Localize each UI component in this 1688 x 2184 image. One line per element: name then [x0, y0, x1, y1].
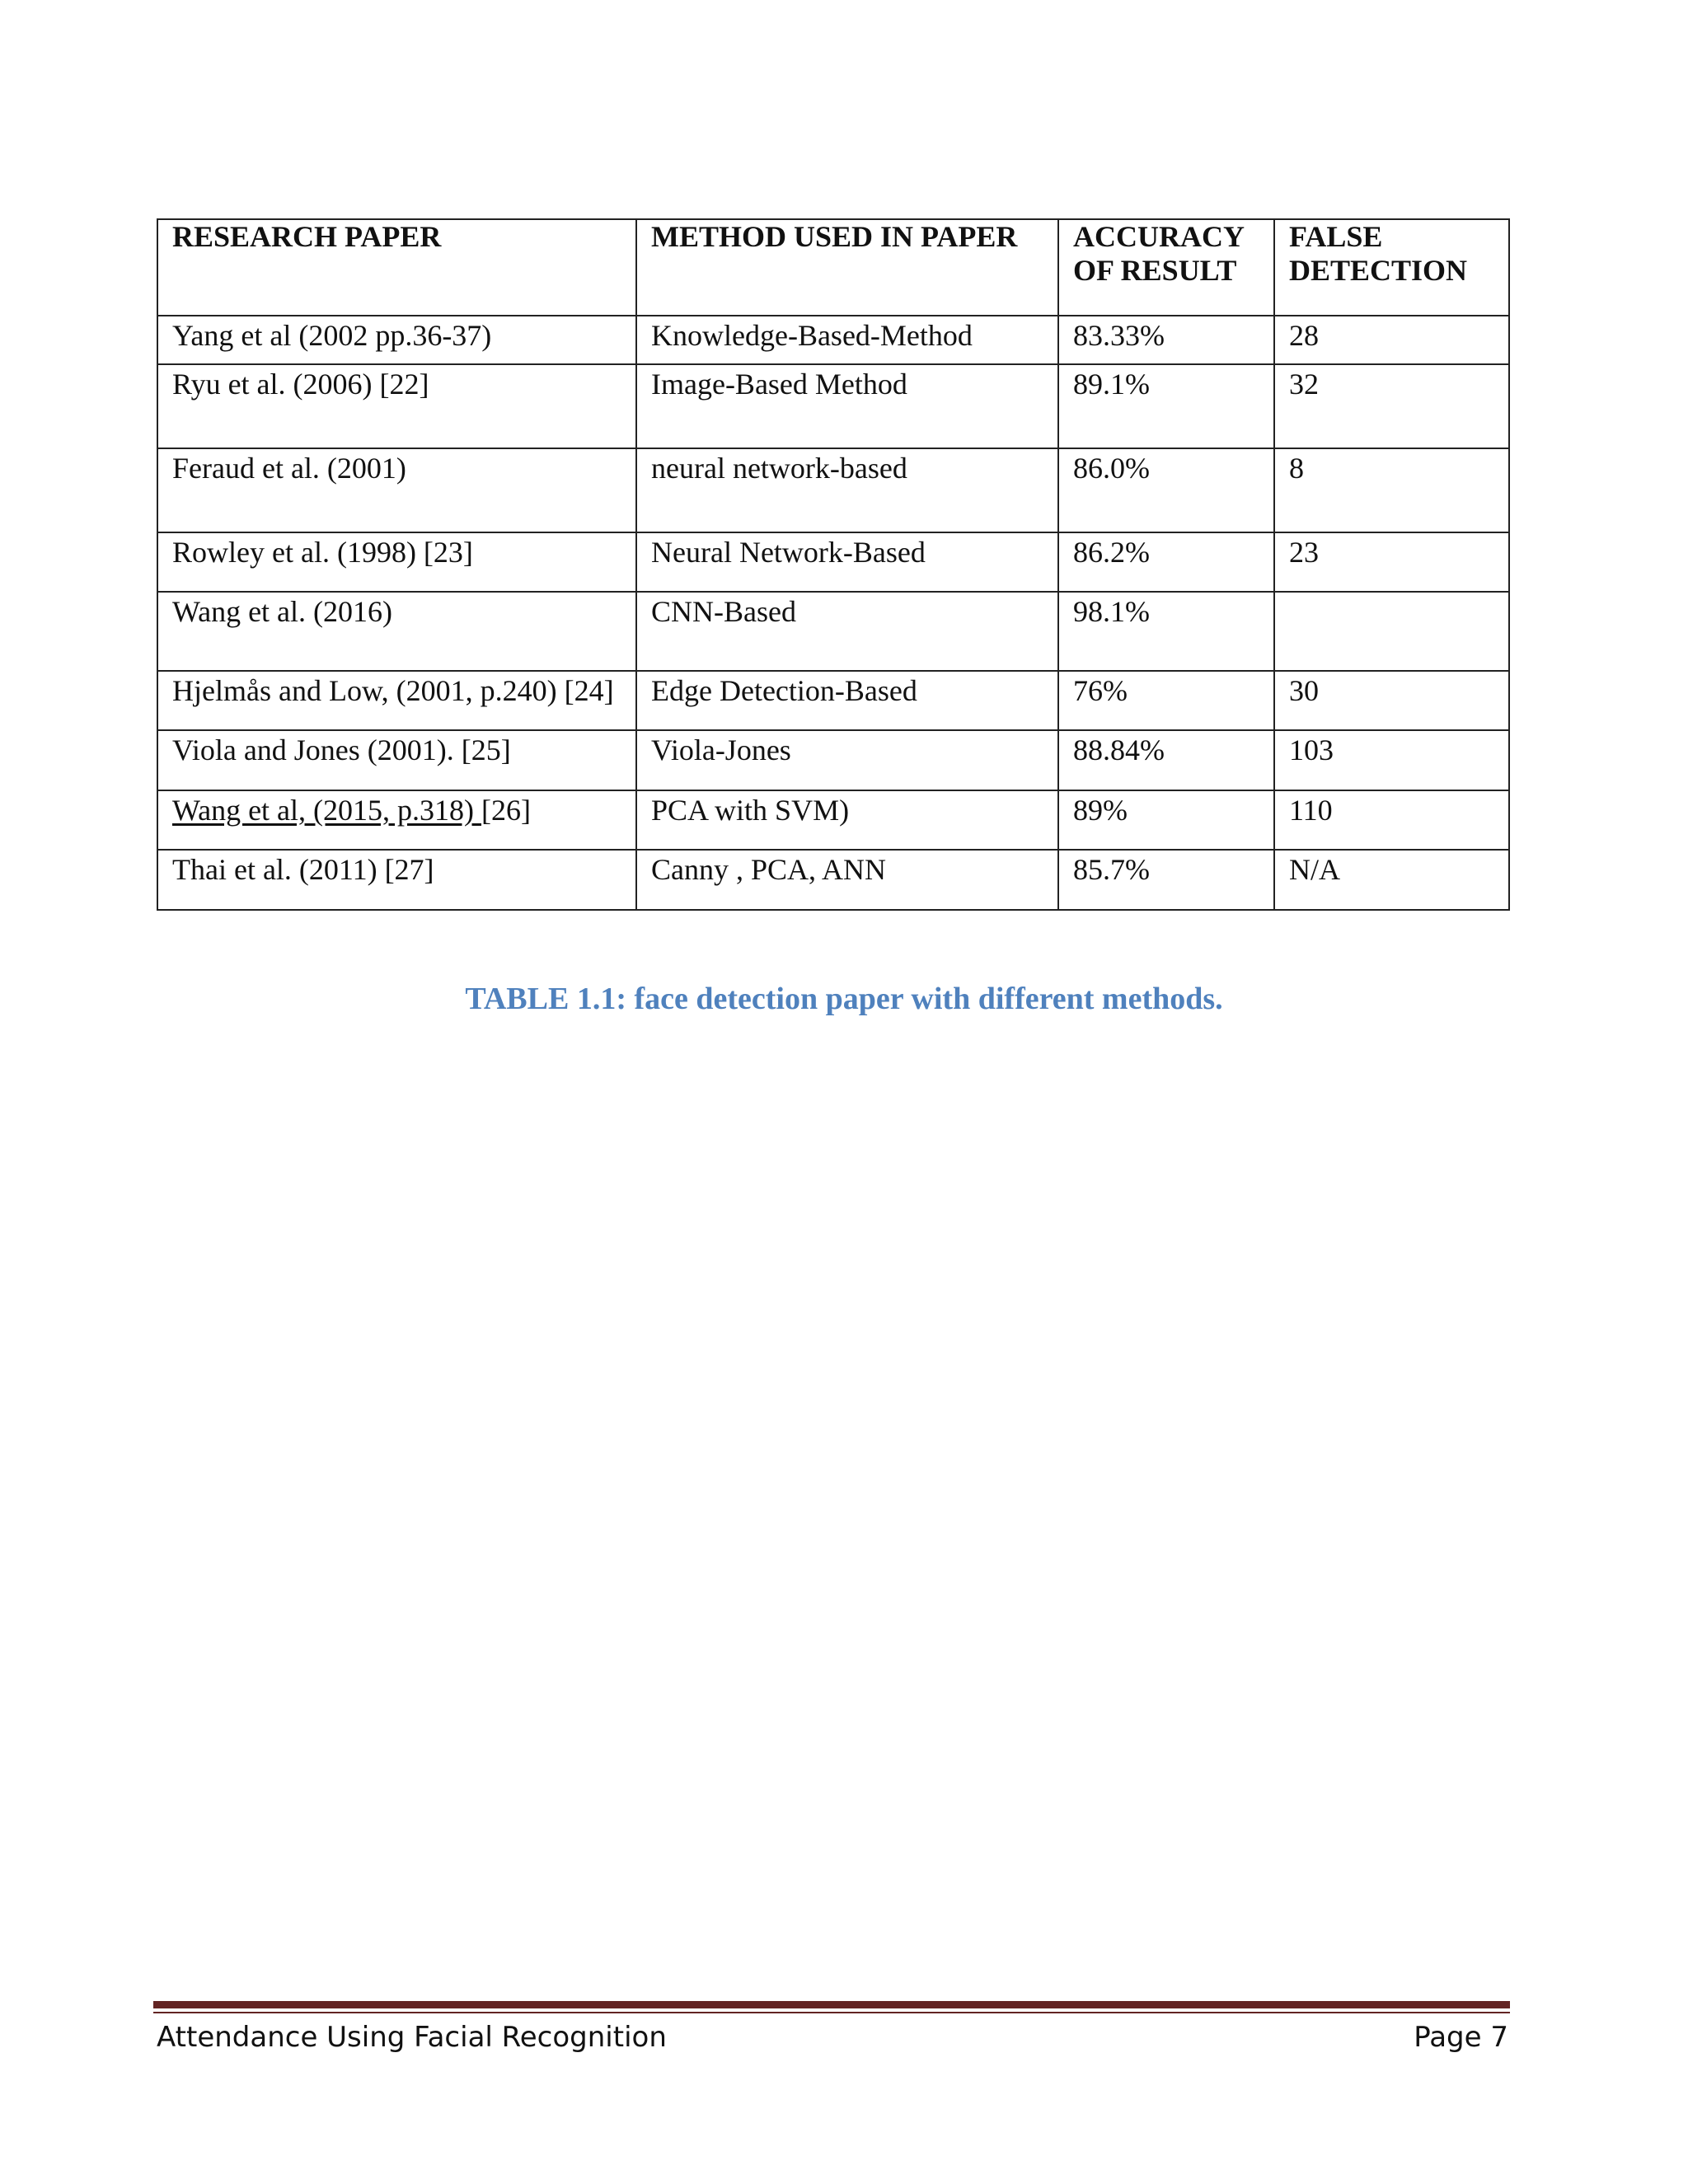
cell-paper: Hjelmås and Low, (2001, p.240) [24] [157, 671, 636, 730]
cell-method: PCA with SVM) [636, 790, 1058, 850]
cell-false-detection: 32 [1274, 364, 1509, 448]
cell-paper: Wang et al. (2016) [157, 592, 636, 671]
cell-method: Edge Detection-Based [636, 671, 1058, 730]
cell-false-detection: 23 [1274, 532, 1509, 592]
cell-paper-underlined: Wang et al, (2015, p.318) [172, 794, 482, 827]
cell-paper: Feraud et al. (2001) [157, 448, 636, 532]
table-row [157, 532, 1509, 592]
table-header-row [157, 219, 1509, 316]
cell-accuracy: 89.1% [1058, 364, 1274, 448]
table-row [157, 730, 1509, 790]
header-method: METHOD USED IN PAPER [636, 219, 1058, 316]
table-row [157, 364, 1509, 448]
cell-method: neural network-based [636, 448, 1058, 532]
cell-paper: Viola and Jones (2001). [25] [157, 730, 636, 790]
cell-method: CNN-Based [636, 592, 1058, 671]
footer-rule [153, 2001, 1510, 2008]
header-research-paper: RESEARCH PAPER [157, 219, 636, 316]
cell-paper-ref: [26] [481, 794, 531, 827]
table-row [157, 316, 1509, 364]
cell-false-detection: 30 [1274, 671, 1509, 730]
table-row [157, 448, 1509, 532]
cell-accuracy: 88.84% [1058, 730, 1274, 790]
cell-false-detection: 110 [1274, 790, 1509, 850]
footer-title: Attendance Using Facial Recognition [157, 2021, 667, 2054]
cell-paper: Rowley et al. (1998) [23] [157, 532, 636, 592]
table-row [157, 671, 1509, 730]
cell-method: Image-Based Method [636, 364, 1058, 448]
cell-accuracy: 89% [1058, 790, 1274, 850]
results-table [157, 218, 1510, 911]
cell-paper: Yang et al (2002 pp.36-37) [157, 316, 636, 364]
footer-page-number: Page 7 [1414, 2021, 1508, 2054]
cell-false-detection: N/A [1274, 850, 1509, 910]
footer-rule-thin [153, 2012, 1510, 2013]
cell-accuracy: 85.7% [1058, 850, 1274, 910]
cell-method: Knowledge-Based-Method [636, 316, 1058, 364]
cell-paper [157, 790, 636, 850]
header-accuracy: ACCURACY OF RESULT [1058, 219, 1274, 316]
cell-paper: Thai et al. (2011) [27] [157, 850, 636, 910]
cell-false-detection: 28 [1274, 316, 1509, 364]
cell-method: Viola-Jones [636, 730, 1058, 790]
cell-accuracy: 76% [1058, 671, 1274, 730]
table-row [157, 790, 1509, 850]
cell-accuracy: 86.0% [1058, 448, 1274, 532]
cell-false-detection: 103 [1274, 730, 1509, 790]
cell-accuracy: 83.33% [1058, 316, 1274, 364]
cell-method: Canny , PCA, ANN [636, 850, 1058, 910]
table-row [157, 592, 1509, 671]
cell-paper: Ryu et al. (2006) [22] [157, 364, 636, 448]
cell-accuracy: 86.2% [1058, 532, 1274, 592]
table-row [157, 850, 1509, 910]
table-caption: TABLE 1.1: face detection paper with different methods. [465, 982, 1223, 1016]
cell-accuracy: 98.1% [1058, 592, 1274, 671]
cell-false-detection: 8 [1274, 448, 1509, 532]
cell-false-detection [1274, 592, 1509, 671]
header-false-detection: FALSE DETECTION [1274, 219, 1509, 316]
cell-method: Neural Network-Based [636, 532, 1058, 592]
